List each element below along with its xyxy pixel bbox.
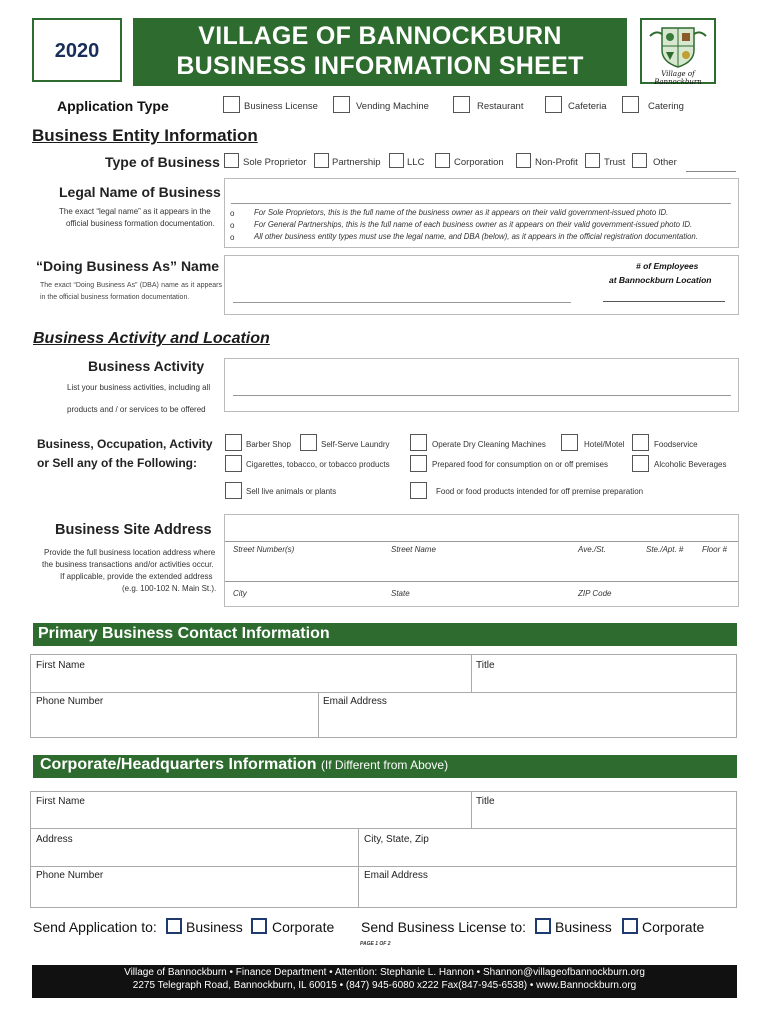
type-of-business-label: Type of Business (105, 154, 220, 170)
site-address-input[interactable] (224, 514, 739, 607)
addr-ave: Ave./St. (578, 545, 606, 554)
occ-barber-checkbox[interactable] (225, 434, 242, 451)
occ-food-products-checkbox[interactable] (410, 482, 427, 499)
title-banner (133, 18, 627, 86)
send-app-business-checkbox[interactable] (166, 918, 182, 934)
send-license-business-label: Business (555, 919, 612, 935)
corporate-row-line-1 (30, 828, 737, 829)
employees-line[interactable] (603, 301, 725, 302)
corporate-address-field[interactable]: Address (36, 834, 73, 845)
year-box (32, 18, 122, 82)
occupation-label-1: Business, Occupation, Activity (37, 437, 213, 451)
app-type-option: Business License (244, 101, 318, 112)
activity-help-1: List your business activities, including all (67, 383, 211, 392)
site-address-line-1 (225, 541, 738, 542)
corporate-city-state-zip-field[interactable]: City, State, Zip (364, 834, 429, 845)
crest-icon (642, 22, 714, 70)
send-license-corporate-label: Corporate (642, 919, 705, 935)
legal-note: For General Partnerships, this is the full name of each business owner as it appears on their valid government-issued photo ID. (254, 220, 693, 229)
activity-help-2: products and / or services to be offered (67, 405, 206, 414)
corporate-phone-field[interactable]: Phone Number (36, 870, 104, 881)
type-option: Non-Profit (535, 157, 578, 168)
village-logo (640, 18, 716, 84)
legal-note-bullet: o (230, 221, 235, 230)
site-help-3: If applicable, provide the extended address (60, 572, 213, 581)
type-llc-checkbox[interactable] (389, 153, 404, 168)
addr-street-name: Street Name (391, 545, 436, 554)
addr-city: City (233, 589, 247, 598)
app-type-business-license-checkbox[interactable] (223, 96, 240, 113)
occ-hotel-checkbox[interactable] (561, 434, 578, 451)
contact-col-line-2 (318, 692, 319, 738)
send-application-label: Send Application to: (33, 919, 157, 935)
dba-label: “Doing Business As” Name (36, 258, 220, 274)
type-trust-checkbox[interactable] (585, 153, 600, 168)
activity-line (233, 395, 731, 396)
addr-floor: Floor # (702, 545, 727, 554)
contact-phone-field[interactable]: Phone Number (36, 696, 104, 707)
type-option: Other (653, 157, 677, 168)
employees-label-2: at Bannockburn Location (609, 275, 712, 285)
footer-bar (32, 965, 737, 998)
site-help-1: Provide the full business location address where (44, 548, 216, 557)
occupation-label-2: or Sell any of the Following: (37, 456, 198, 470)
contact-row-line (30, 692, 737, 693)
corporate-email-field[interactable]: Email Address (364, 870, 428, 881)
occupation-option: Sell live animals or plants (246, 487, 337, 496)
type-option: Partnership (332, 157, 381, 168)
type-nonprofit-checkbox[interactable] (516, 153, 531, 168)
contact-email-field[interactable]: Email Address (323, 696, 387, 707)
site-address-label: Business Site Address (55, 522, 212, 538)
contact-section-title: Primary Business Contact Information (38, 625, 330, 642)
dba-help: The exact “Doing Business As” (DBA) name as it appears in the official business formation documentation. (40, 282, 222, 301)
logo-caption: Village of Bannockburn (654, 70, 702, 86)
addr-zip: ZIP Code (578, 589, 612, 598)
title-line-1: VILLAGE OF BANNOCKBURN (198, 22, 562, 50)
corporate-section-title: Corporate/Headquarters Information (40, 756, 317, 773)
occupation-option: Operate Dry Cleaning Machines (432, 440, 546, 449)
site-help-4: (e.g. 100-102 N. Main St.). (122, 584, 217, 593)
addr-state: State (391, 589, 410, 598)
footer-line-2: 2275 Telegraph Road, Bannockburn, IL 60015 • (847) 945-6080 x222 Fax(847-945-6538) • www.Bannockburn.org (132, 980, 637, 991)
occupation-option: Cigarettes, tobacco, or tobacco products (246, 460, 390, 469)
contact-col-line-1 (471, 654, 472, 692)
legal-note: For Sole Proprietors, this is the full name of the business owner as it appears on their valid government-issued photo ID. (254, 208, 669, 217)
send-license-business-checkbox[interactable] (535, 918, 551, 934)
occupation-option: Food or food products intended for off premise preparation (436, 487, 644, 496)
occupation-option: Barber Shop (246, 440, 291, 449)
corporate-section-note: (If Different from Above) (320, 758, 449, 772)
type-partnership-checkbox[interactable] (314, 153, 329, 168)
legal-note-bullet: o (230, 209, 235, 218)
corporate-table (30, 791, 737, 908)
legal-note: All other business entity types must use the legal name, and DBA (below), as it appears in the official registration documentation. (254, 232, 698, 241)
corporate-first-name-field[interactable]: First Name (36, 796, 85, 807)
employees-label-1: # of Employees (636, 261, 699, 271)
send-license-corporate-checkbox[interactable] (622, 918, 638, 934)
contact-title-field[interactable]: Title (476, 660, 495, 671)
page-number: PAGE 1 OF 2 (360, 941, 391, 947)
corporate-row-line-2 (30, 866, 737, 867)
type-option: Trust (604, 157, 626, 168)
addr-suite: Ste./Apt. # (646, 545, 684, 554)
app-type-option: Catering (648, 101, 684, 112)
occupation-option: Prepared food for consumption on or off premises (432, 460, 608, 469)
type-option: Sole Proprietor (243, 157, 307, 168)
type-corporation-checkbox[interactable] (435, 153, 450, 168)
title-line-2: BUSINESS INFORMATION SHEET (176, 52, 584, 80)
footer-line-1: Village of Bannockburn • Finance Department • Attention: Stephanie L. Hannon • Shannon@villageofbannockburn.org (124, 967, 645, 978)
site-address-line-2 (225, 581, 738, 582)
occupation-option: Alcoholic Beverages (654, 460, 727, 469)
type-option: LLC (407, 157, 425, 168)
app-type-option: Cafeteria (568, 101, 607, 112)
contact-first-name-field[interactable]: First Name (36, 660, 85, 671)
type-option: Corporation (454, 157, 504, 168)
activity-input[interactable] (224, 358, 739, 412)
app-type-cafeteria-checkbox[interactable] (545, 96, 562, 113)
occ-alcohol-checkbox[interactable] (632, 455, 649, 472)
other-type-line (686, 171, 736, 172)
send-app-corporate-checkbox[interactable] (251, 918, 267, 934)
activity-section-title: Business Activity and Location (33, 330, 270, 347)
corporate-section-bar (33, 755, 737, 778)
legal-name-label: Legal Name of Business (59, 184, 221, 200)
corporate-col-line-2 (358, 828, 359, 908)
send-app-business-label: Business (186, 919, 243, 935)
contact-section-bar (33, 623, 737, 646)
app-type-vending-checkbox[interactable] (333, 96, 350, 113)
year-label: 2020 (54, 40, 100, 62)
site-help-2: the business transactions and/or activities occur. (42, 560, 214, 569)
occ-foodservice-checkbox[interactable] (632, 434, 649, 451)
corporate-title-field[interactable]: Title (476, 796, 495, 807)
occupation-option: Foodservice (654, 440, 698, 449)
send-license-label: Send Business License to: (361, 919, 526, 935)
legal-note-bullet: o (230, 233, 235, 242)
legal-name-help-1: The exact “legal name” as it appears in the (59, 207, 211, 216)
occ-tobacco-checkbox[interactable] (225, 455, 242, 472)
business-activity-label: Business Activity (88, 358, 205, 374)
app-type-option: Vending Machine (356, 101, 429, 112)
send-app-corporate-label: Corporate (272, 919, 335, 935)
application-type-label: Application Type (57, 98, 169, 114)
occupation-option: Hotel/Motel (584, 440, 625, 449)
app-type-catering-checkbox[interactable] (622, 96, 639, 113)
occ-laundry-checkbox[interactable] (300, 434, 317, 451)
occ-live-animals-checkbox[interactable] (225, 482, 242, 499)
occ-dry-cleaning-checkbox[interactable] (410, 434, 427, 451)
occ-prepared-food-checkbox[interactable] (410, 455, 427, 472)
addr-street-number: Street Number(s) (233, 545, 295, 554)
dba-line (233, 302, 571, 303)
occupation-option: Self-Serve Laundry (321, 440, 390, 449)
entity-section-title: Business Entity Information (32, 126, 258, 145)
app-type-option: Restaurant (477, 101, 524, 112)
app-type-restaurant-checkbox[interactable] (453, 96, 470, 113)
legal-name-help-2: official business formation documentation. (66, 219, 215, 228)
type-other-checkbox[interactable] (632, 153, 647, 168)
corporate-col-line-1 (471, 791, 472, 828)
legal-name-line (231, 203, 731, 204)
type-sole-proprietor-checkbox[interactable] (224, 153, 239, 168)
